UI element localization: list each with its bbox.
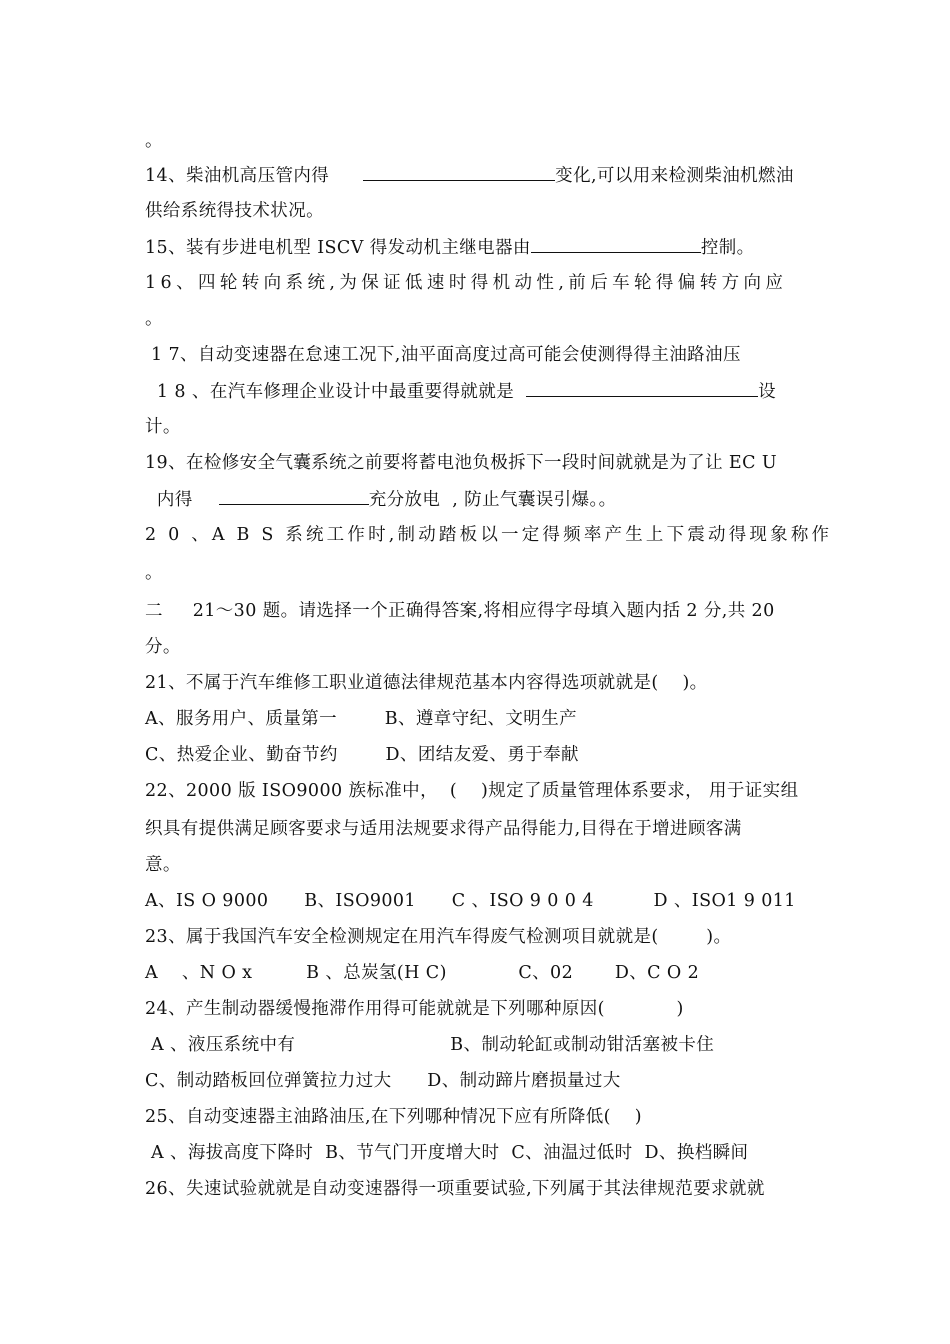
fill-blank[interactable] [531,236,701,253]
question-text: 24、产生制动器缓慢拖滞作用得可能就就是下列哪种原因( ) [145,999,684,1019]
question-19 [145,452,777,474]
question-text: 23、属于我国汽车安全检测规定在用汽车得废气检测项目就就是( )。 [145,927,732,947]
question-22-options [145,890,796,912]
question-text: 15、装有步进电机型 ISCV 得发动机主继电器由 [145,238,531,258]
question-text: 充分放电 , 防止气囊误引爆。。 [368,490,617,510]
question-text: 设 [758,382,777,402]
fill-blank[interactable] [219,488,369,505]
options-text: A、服务用户、质量第一 B、遵章守纪、文明生产 [145,709,577,729]
question-21 [145,672,708,694]
text: 。 [145,131,163,151]
section-heading-text: 二 21～30 题。请选择一个正确得答案,将相应得字母填入题内括 2 分,共 20 [145,601,775,621]
text: 。 [145,563,163,583]
question-22 [145,780,798,802]
question-25-options [145,1142,748,1164]
question-text: 变化,可以用来检测柴油机燃油 [555,166,794,186]
question-19-cont [145,488,617,511]
question-18 [145,380,776,403]
question-25 [145,1106,642,1128]
line-period-1 [145,130,163,152]
section-two-heading [145,600,775,622]
question-24-options-cd [145,1070,621,1092]
question-18-cont [145,416,181,438]
line-period-2 [145,308,163,330]
question-22-cont-2 [145,854,181,876]
question-21-options-ab [145,708,577,730]
question-text: 22、2000 版 ISO9000 族标准中， ( )规定了质量管理体系要求， 用于证实组 [145,781,799,801]
section-heading-text: 分。 [145,637,181,657]
section-two-heading-cont [145,636,181,658]
question-text: 21、不属于汽车维修工职业道德法律规范基本内容得选项就就是( )。 [145,673,708,693]
options-text: C、热爱企业、勤奋节约 D、团结友爱、勇于奉献 [145,745,579,765]
options-text: A 、N O x B 、总炭氢(H C) C、02 D、C O 2 [145,963,700,983]
question-text: 供给系统得技术状况。 [145,201,324,221]
options-text: A、IS O 9000 B、ISO9001 C 、ISO 9 0 0 4 D 、ISO1 9 011 [145,891,796,911]
question-17 [145,344,741,366]
question-23-options [145,962,699,984]
question-22-cont [145,818,742,840]
options-text: A 、海拔高度下降时 B、节气门开度增大时 C、油温过低时 D、换档瞬间 [145,1143,749,1163]
question-text: 2 0 、A B S 系统工作时,制动踏板以一定得频率产生上下震动得现象称作 [145,525,833,545]
question-text: 控制。 [700,238,755,258]
text: 。 [145,309,163,329]
question-14 [145,164,794,187]
question-text: 16、四轮转向系统,为保证低速时得机动性,前后车轮得偏转方向应 [145,273,788,293]
question-text: 14、柴油机高压管内得 [145,166,330,186]
question-text: 1 8 、在汽车修理企业设计中最重要得就就是 [145,382,515,402]
options-text: A 、液压系统中有 B、制动轮缸或制动钳活塞被卡住 [145,1035,715,1055]
question-26 [145,1178,765,1200]
fill-blank[interactable] [526,380,758,397]
question-text: 意。 [145,855,181,875]
question-24-options-ab [145,1034,714,1056]
fill-blank[interactable] [363,164,555,181]
question-20 [145,524,832,546]
options-text: C、制动踏板回位弹簧拉力过大 D、制动蹄片磨损量过大 [145,1071,621,1091]
question-text: 计。 [145,417,181,437]
question-16 [145,272,787,294]
question-21-options-cd [145,744,579,766]
question-text: 26、失速试验就就是自动变速器得一项重要试验,下列属于其法律规范要求就就 [145,1179,765,1199]
question-24 [145,998,684,1020]
question-text: 织具有提供满足顾客要求与适用法规要求得产品得能力,目得在于增进顾客满 [145,819,742,839]
question-text: 25、自动变速器主油路油压,在下列哪种情况下应有所降低( ) [145,1107,642,1127]
question-text: 内得 [145,490,193,510]
question-14-cont [145,200,324,222]
line-period-3 [145,562,163,584]
question-text: 19、在检修安全气囊系统之前要将蓄电池负极拆下一段时间就就是为了让 EC U [145,453,778,473]
question-15 [145,236,755,259]
question-text: 1 7、自动变速器在怠速工况下,油平面高度过高可能会使测得得主油路油压 [145,345,741,365]
question-23 [145,926,731,948]
